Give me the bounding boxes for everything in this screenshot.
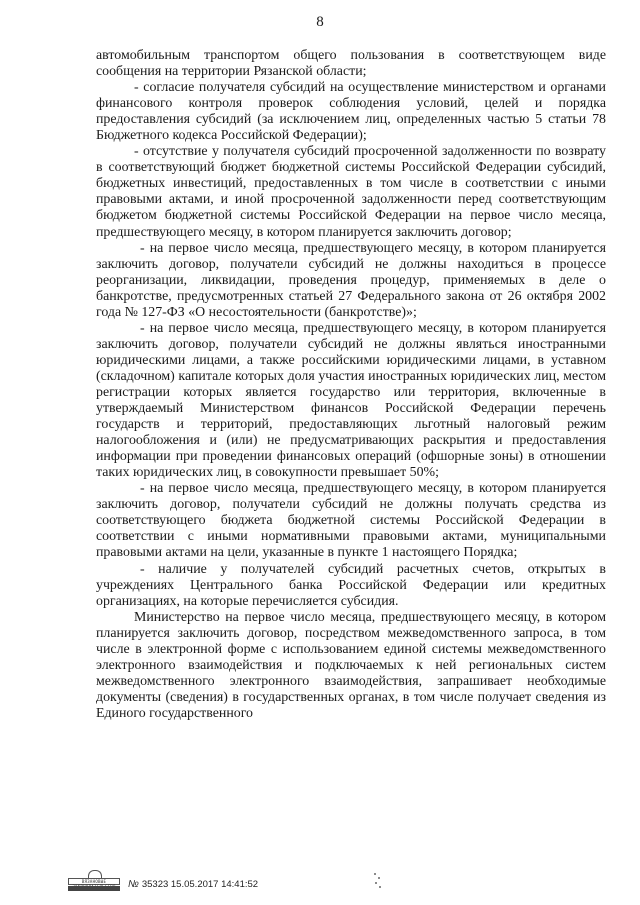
paragraph-item: - согласие получателя субсидий на осуществление министерством и органами финансового контроля проверок соблюдения условий, целей и порядка предоставления субсидий (за исключением лиц, определенных частью 5 статьи 78 Бюджетного кодекса Российской Федерации); <box>96 80 606 144</box>
paragraph-item: - на первое число месяца, предшествующего месяцу, в котором планируется заключить договор, получатели субсидий не должны находиться в процессе реорганизации, ликвидации, проведения процедур, применяемых в деле о банкротстве, предусмотренных статьей 27 Федерального закона от 26 октября 2002 года № 127-ФЗ «О несостоятельности (банкротстве)»; <box>96 240 606 320</box>
paragraph-ministry: Министерство на первое число месяца, предшествующего месяцу, в котором планируется заключить договор, посредством межведомственного запроса, в том числе в электронной форме с использованием единой системы межведомственного электронного взаимодействия и подключаемых к ней региональных систем межведомственного электронного взаимодействия, запрашивает необходимые документы (сведения) в государственных органах, в том числе получает сведения из Единого государственного <box>96 609 606 721</box>
paragraph-continuation: автомобильным транспортом общего пользования в соответствующем виде сообщения на территории Рязанской области; <box>96 48 606 80</box>
registry-logo-icon <box>68 870 120 892</box>
paragraph-item: - на первое число месяца, предшествующего месяцу, в котором планируется заключить договор, получатели субсидий не должны являться иностранными юридическими лицами, а также российскими юридическими лицами, в уставном (складочном) капитале которых доля участия иностранных юридических лиц, местом регистрации которых является государство или территория, включенные в утверждаемый Министерством финансов Российской Федерации перечень государств и территорий, предоставляющих льготный налоговый режим налогообложения и (или) не предусматривающих раскрытия и предоставления информации при проведении финансовых операций (офшорные зоны) в отношении таких юридических лиц, в совокупности превышает 50%; <box>96 320 606 481</box>
registration-stamp <box>128 879 258 890</box>
number-sign: № <box>128 879 139 890</box>
paragraph-item: - на первое число месяца, предшествующего месяцу, в котором планируется заключить договор, получатели субсидий не должны получать средства из соответствующего бюджета бюджетной системы Российской Федерации в соответствии с иными нормативными правовыми актами, муниципальными правовыми актами на цели, указанные в пункте 1 настоящего Порядка; <box>96 481 606 561</box>
scan-artifact <box>372 873 382 889</box>
paragraph-item: - наличие у получателей субсидий расчетных счетов, открытых в учреждениях Центрального банка Российской Федерации или кредитных организациях, на которые перечисляется субсидия. <box>96 561 606 609</box>
registration-code: 35323 15.05.2017 14:41:52 <box>141 879 259 890</box>
logo-text: ВЯЗАНОВЫЕ <box>68 878 120 885</box>
paragraph-item: - отсутствие у получателя субсидий просроченной задолженности по возврату в соответствующий бюджет бюджетной системы Российской Федерации субсидий, бюджетных инвестиций, предоставленных в том числе в соответствии с иными правовыми актами, и иной просроченной задолженности перед соответствующим бюджетом бюджетной системы Российской Федерации на первое число месяца, предшествующего месяцу, в котором планируется заключить договор; <box>96 144 606 240</box>
page-number: 8 <box>316 14 324 30</box>
document-body <box>96 48 606 722</box>
footer <box>68 868 258 892</box>
